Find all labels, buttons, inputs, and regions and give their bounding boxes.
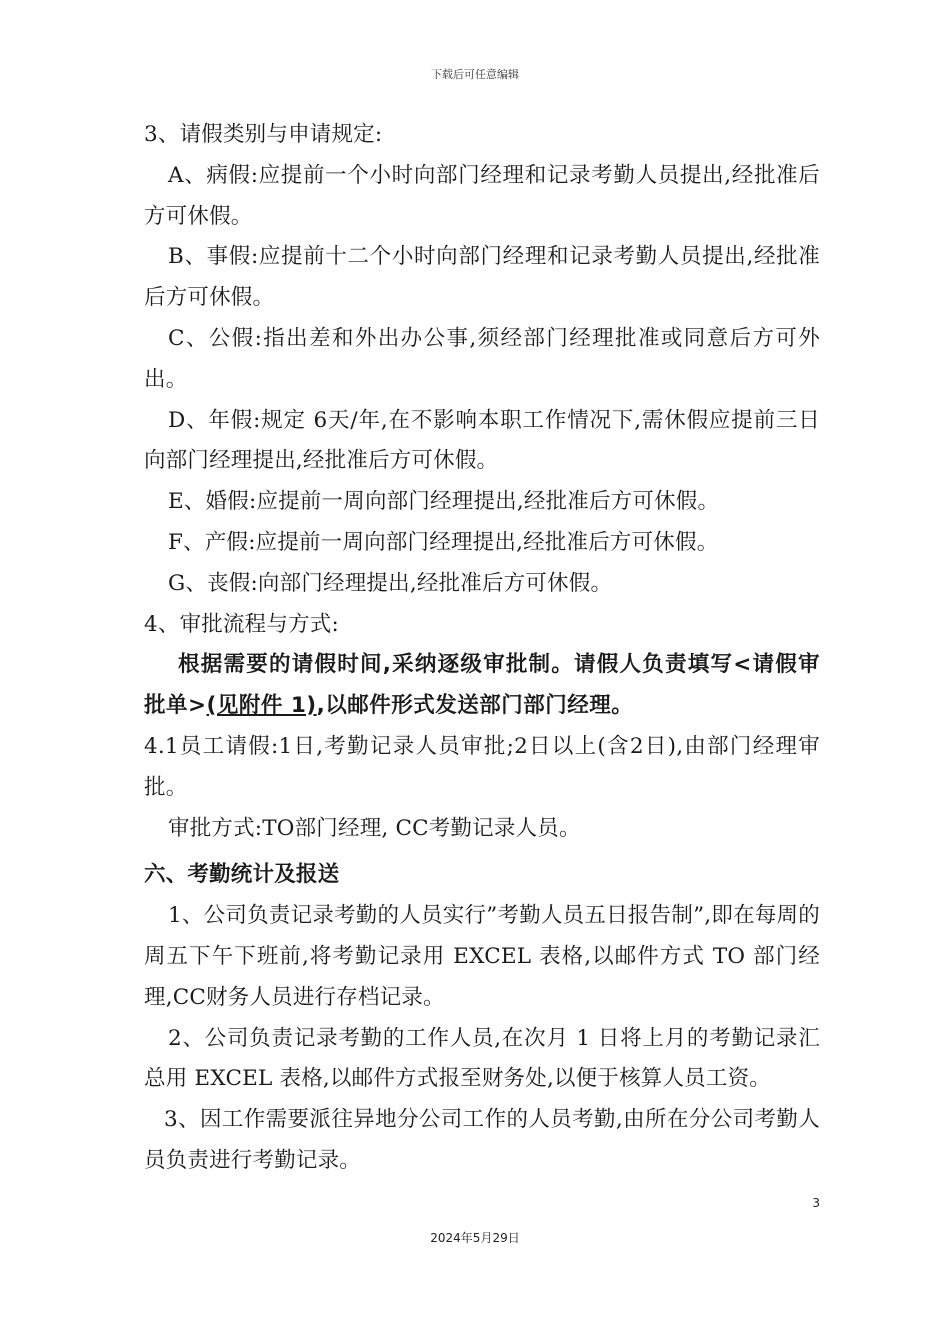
approval-text-b: ,以邮件形式发送部门部门经理。 [316, 693, 634, 719]
paragraph-leave-types-heading: 3、请假类别与申请规定: [144, 122, 383, 147]
paragraph-approval-process [144, 645, 820, 727]
paragraph-official-leave: C、公假:指出差和外出办公事,须经部门经理批准或同意后方可外出。 [144, 325, 820, 392]
page-number: 3 [812, 1196, 820, 1210]
approval-text-a: 根据需要的请假时间,采纳逐级审批制。请假人负责填写<请假审批单> [144, 652, 820, 719]
page-header: 下载后可任意编辑 [431, 68, 519, 81]
paragraph-branch-attendance: 3、因工作需要派往异地分公司工作的人员考勤,由所在分公司考勤人员负责进行考勤记录。 [144, 1107, 820, 1173]
paragraph-personal-leave: B、事假:应提前十二个小时向部门经理和记录考勤人员提出,经批准后方可休假。 [144, 244, 820, 311]
paragraph-monthly-summary: 2、公司负责记录考勤的工作人员,在次月 1 日将上月的考勤记录汇总用 EXCEL 表格,以邮件方式报至财务处,以便于核算人员工资。 [144, 1025, 820, 1092]
paragraph-approval-method: 审批方式:TO部门经理, CC考勤记录人员。 [168, 815, 581, 841]
paragraph-sick-leave: A、病假:应提前一个小时向部门经理和记录考勤人员提出,经批准后方可休假。 [144, 162, 820, 229]
paragraph-employee-leave: 4.1员工请假:1日,考勤记录人员审批;2日以上(含2日),由部门经理审批。 [144, 733, 820, 800]
paragraph-maternity-leave: F、产假:应提前一周向部门经理提出,经批准后方可休假。 [168, 529, 719, 555]
paragraph-bereavement-leave: G、丧假:向部门经理提出,经批准后方可休假。 [168, 570, 613, 596]
paragraph-approval-heading: 4、审批流程与方式: [144, 611, 339, 637]
paragraph-annual-leave: D、年假:规定 6天/年,在不影响本职工作情况下,需休假应提前三日向部门经理提出,经批准后方可休假。 [144, 407, 820, 474]
attachment-reference: (见附件 1) [206, 693, 317, 719]
document-body [144, 115, 820, 1182]
section-title-attendance: 六、考勤统计及报送 [144, 862, 340, 888]
paragraph-marriage-leave: E、婚假:应提前一周向部门经理提出,经批准后方可休假。 [168, 489, 720, 515]
paragraph-weekly-report: 1、公司负责记录考勤的人员实行”考勤人员五日报告制”,即在每周的周五下午下班前,将考勤记录用 EXCEL 表格,以邮件方式 TO 部门经理,CC财务人员进行存档记录。 [144, 903, 820, 1010]
footer-date: 2024年5月29日 [430, 1231, 520, 1245]
